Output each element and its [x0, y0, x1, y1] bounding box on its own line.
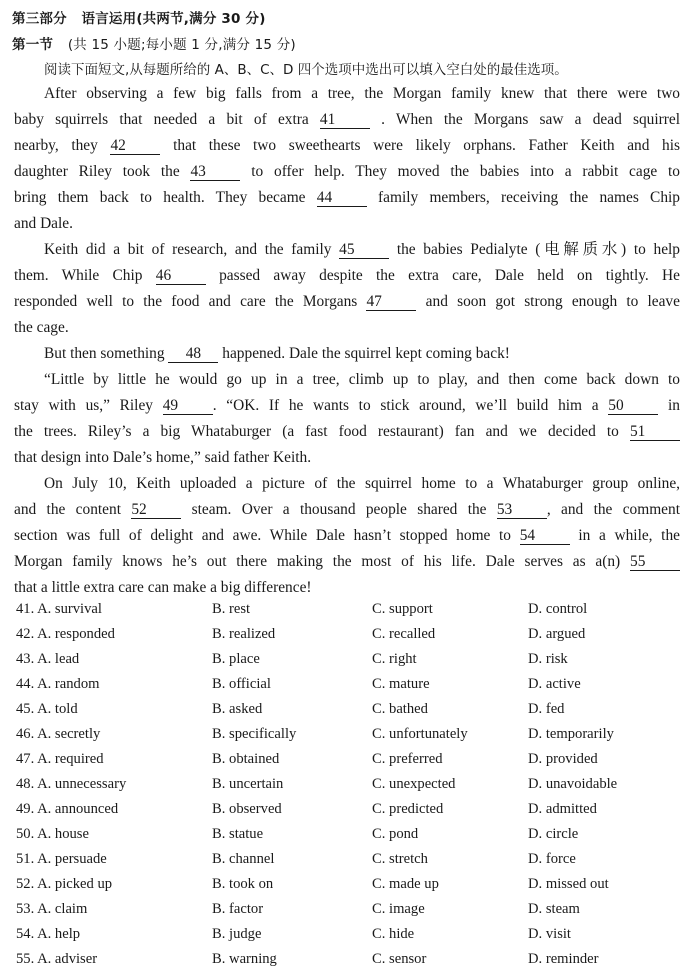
option-c[interactable]: C. sensor [372, 951, 427, 967]
option-row-45 [16, 701, 686, 723]
option-c[interactable]: C. unexpected [372, 776, 456, 792]
option-c[interactable]: C. pond [372, 826, 419, 842]
blank-47: 47 [366, 294, 416, 311]
part-heading [12, 7, 266, 27]
option-b[interactable]: B. specifically [212, 726, 297, 742]
option-a[interactable]: 42. A. responded [16, 626, 115, 642]
blank-45: 45 [339, 242, 389, 259]
option-c[interactable]: C. recalled [372, 626, 436, 642]
option-c[interactable]: C. unfortunately [372, 726, 468, 742]
option-a[interactable]: 54. A. help [16, 926, 81, 942]
option-d[interactable]: D. temporarily [528, 726, 614, 742]
blank-51: 51 [630, 424, 680, 441]
option-a[interactable]: 44. A. random [16, 676, 100, 692]
passage-line: section was full of delight and awe. While Dale hasn’t stopped home to 54 in a while, the [14, 527, 680, 544]
option-c[interactable]: C. stretch [372, 851, 428, 867]
option-c[interactable]: C. support [372, 601, 433, 617]
option-a[interactable]: 41. A. survival [16, 601, 102, 617]
option-d[interactable]: D. missed out [528, 876, 609, 892]
option-a[interactable]: 55. A. adviser [16, 951, 98, 967]
passage-line: the trees. Riley’s a big Whataburger (a fast food restaurant) fan and we decided to 51 [14, 422, 680, 442]
option-c[interactable]: C. made up [372, 876, 439, 892]
option-b[interactable]: B. realized [212, 626, 276, 642]
option-d[interactable]: D. argued [528, 626, 586, 642]
option-a[interactable]: 46. A. secretly [16, 726, 101, 742]
option-row-51 [16, 851, 686, 873]
passage-line: Morgan family knows he’s out there making the most of his life. Dale serves as a(n) 55 [14, 552, 680, 572]
option-row-44 [16, 676, 686, 698]
section-heading [12, 33, 296, 53]
option-d[interactable]: D. provided [528, 751, 598, 767]
option-d[interactable]: D. force [528, 851, 576, 867]
passage-line: and Dale. [14, 215, 73, 232]
option-row-47 [16, 751, 686, 773]
option-row-53 [16, 901, 686, 923]
option-b[interactable]: B. rest [212, 601, 251, 617]
option-b[interactable]: B. observed [212, 801, 282, 817]
option-c[interactable]: C. mature [372, 676, 430, 692]
option-d[interactable]: D. steam [528, 901, 580, 917]
option-d[interactable]: D. admitted [528, 801, 597, 817]
option-d[interactable]: D. control [528, 601, 588, 617]
passage-line: the cage. [14, 319, 69, 336]
blank-53: 53 [497, 502, 547, 519]
option-a[interactable]: 47. A. required [16, 751, 104, 767]
option-d[interactable]: D. circle [528, 826, 579, 842]
passage-line: them. While Chip 46 passed away despite the extra care, Dale held on tightly. He [14, 267, 680, 284]
option-b[interactable]: B. uncertain [212, 776, 284, 792]
option-row-52 [16, 876, 686, 898]
option-d[interactable]: D. risk [528, 651, 568, 667]
blank-43: 43 [190, 164, 240, 181]
option-a[interactable]: 48. A. unnecessary [16, 776, 127, 792]
passage-line: bring them back to health. They became 44 family members, receiving the names Chip [14, 189, 680, 206]
option-c[interactable]: C. right [372, 651, 417, 667]
passage-line: But then something 48 happened. Dale the squirrel kept coming back! [44, 345, 510, 362]
option-row-55 [16, 951, 686, 973]
option-a[interactable]: 45. A. told [16, 701, 78, 717]
option-b[interactable]: B. channel [212, 851, 275, 867]
option-a[interactable]: 51. A. persuade [16, 851, 107, 867]
option-b[interactable]: B. warning [212, 951, 277, 967]
blank-46: 46 [156, 268, 206, 285]
blank-48: 48 [168, 346, 218, 363]
option-b[interactable]: B. place [212, 651, 260, 667]
passage-line: and the content 52 steam. Over a thousand people shared the 53 , and the comment [14, 501, 680, 518]
option-a[interactable]: 53. A. claim [16, 901, 88, 917]
option-c[interactable]: C. image [372, 901, 425, 917]
option-d[interactable]: D. active [528, 676, 581, 692]
option-b[interactable]: B. obtained [212, 751, 280, 767]
passage-line: Keith did a bit of research, and the family 45 the babies Pedialyte (电解质水) to help [44, 241, 680, 258]
option-c[interactable]: C. predicted [372, 801, 444, 817]
passage-line: baby squirrels that needed a bit of extra 41 . When the Morgans saw a dead squirrel [14, 111, 680, 128]
passage-line: After observing a few big falls from a tree, the Morgan family knew that there were two [44, 85, 680, 102]
option-a[interactable]: 43. A. lead [16, 651, 80, 667]
option-b[interactable]: B. asked [212, 701, 263, 717]
option-d[interactable]: D. visit [528, 926, 571, 942]
option-row-42 [16, 626, 686, 648]
passage-line: “Little by little he would go up in a tree, climb up to play, and then come back down to [44, 371, 680, 388]
blank-55: 55 [630, 554, 680, 571]
passage-line: that design into Dale’s home,” said father Keith. [14, 449, 312, 466]
blank-50: 50 [608, 398, 658, 415]
part-label: 第三部分 [12, 11, 67, 27]
option-row-49 [16, 801, 686, 823]
part-title: 语言运用(共两节,满分 30 分) [81, 11, 266, 27]
option-row-48 [16, 776, 686, 798]
option-row-43 [16, 651, 686, 673]
passage-line: daughter Riley took the 43 to offer help. They moved the babies into a rabbit cage to [14, 163, 680, 180]
option-b[interactable]: B. factor [212, 901, 264, 917]
blank-44: 44 [317, 190, 367, 207]
option-a[interactable]: 52. A. picked up [16, 876, 113, 892]
passage-line: that a little extra care can make a big difference! [14, 579, 312, 596]
passage-line: responded well to the food and care the Morgans 47 and soon got strong enough to leave [14, 293, 680, 310]
instruction: 阅读下面短文,从每题所给的 A、B、C、D 四个选项中选出可以填入空白处的最佳选项。 [44, 62, 568, 78]
blank-49: 49 [163, 398, 213, 415]
option-c[interactable]: C. bathed [372, 701, 428, 717]
option-b[interactable]: B. official [212, 676, 271, 692]
option-row-54 [16, 926, 686, 948]
passage-line: On July 10, Keith uploaded a picture of the squirrel home to a Whataburger group online, [44, 475, 680, 492]
option-a[interactable]: 50. A. house [16, 826, 89, 842]
section-label: 第一节 [12, 37, 54, 53]
blank-52: 52 [131, 502, 181, 519]
option-row-41 [16, 601, 686, 623]
option-d[interactable]: D. reminder [528, 951, 599, 967]
passage-line: nearby, they 42 that these two sweethearts were likely orphans. Father Keith and his [14, 137, 681, 154]
option-c[interactable]: C. hide [372, 926, 415, 942]
blank-42: 42 [110, 138, 160, 155]
option-row-50 [16, 826, 686, 848]
option-d[interactable]: D. unavoidable [528, 776, 618, 792]
option-c[interactable]: C. preferred [372, 751, 443, 767]
option-row-46 [16, 726, 686, 748]
option-b[interactable]: B. took on [212, 876, 274, 892]
option-b[interactable]: B. judge [212, 926, 262, 942]
option-b[interactable]: B. statue [212, 826, 264, 842]
section-info: (共 15 小题;每小题 1 分,满分 15 分) [67, 37, 296, 53]
option-a[interactable]: 49. A. announced [16, 801, 119, 817]
option-d[interactable]: D. fed [528, 701, 565, 717]
blank-41: 41 [320, 112, 370, 129]
blank-54: 54 [520, 528, 570, 545]
passage-line: stay with us,” Riley 49 . “OK. If he wants to stick around, we’ll build him a 50 in [14, 397, 680, 414]
